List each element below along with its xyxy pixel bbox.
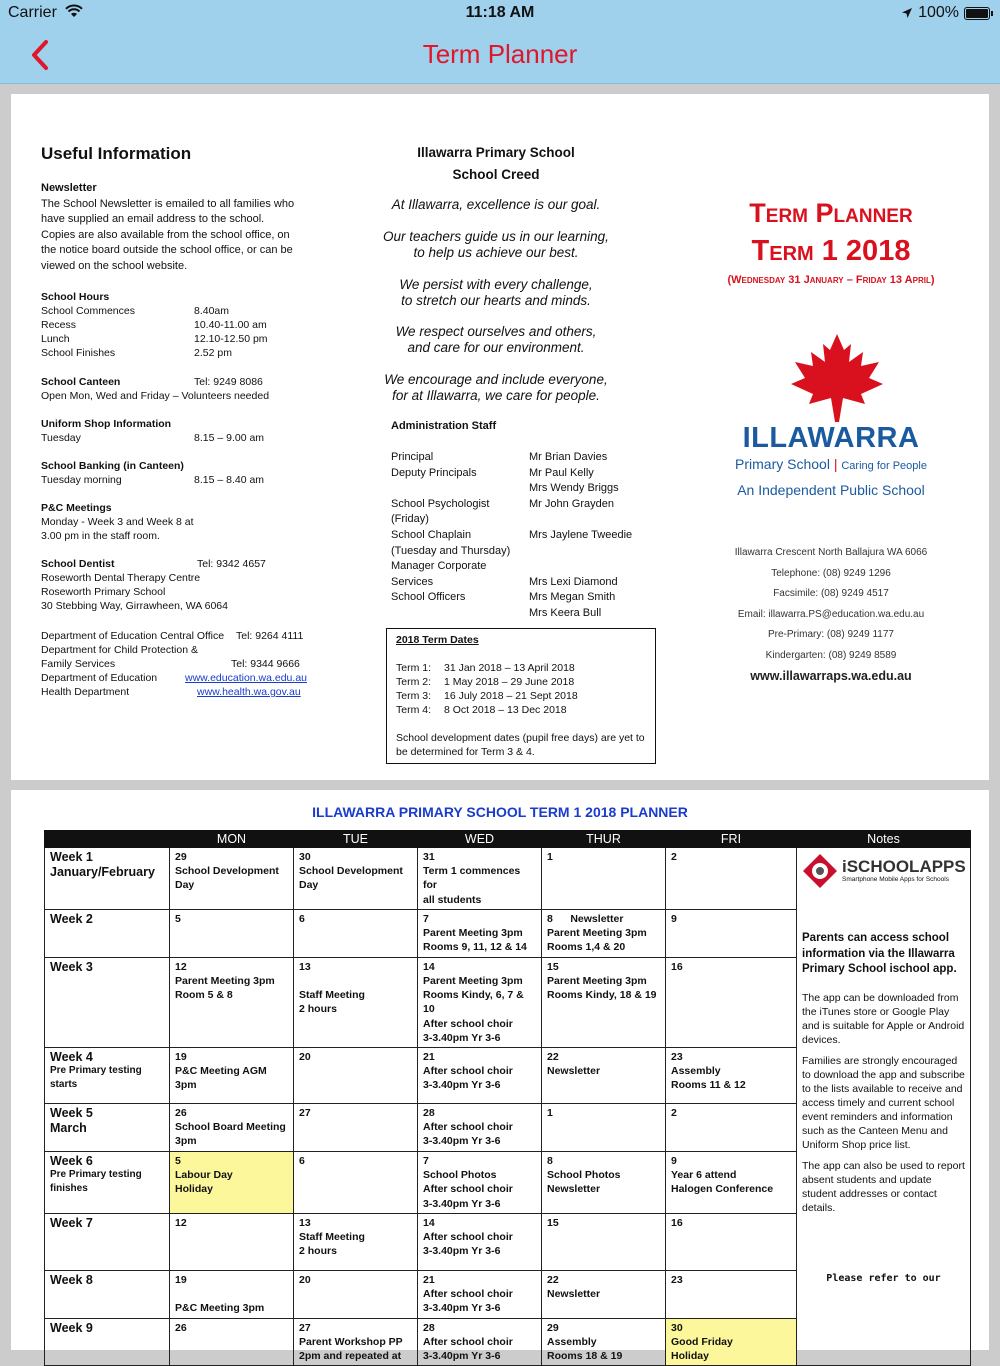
hours-label: School Finishes: [41, 347, 116, 359]
location-arrow-icon: [901, 7, 913, 19]
dcp-line: Family Services: [41, 658, 116, 670]
day-cell[interactable]: [294, 1270, 418, 1318]
day-cell[interactable]: [170, 909, 294, 957]
day-number: 19: [175, 1273, 187, 1286]
day-events: Newsletter: [547, 1065, 601, 1078]
column-header: TUE: [294, 831, 418, 848]
admin-title: Administration Staff: [391, 420, 497, 432]
banking-title: School Banking (in Canteen): [41, 460, 184, 472]
nav-bar: [0, 28, 1000, 84]
hours-value: 12.10-12.50 pm: [194, 333, 268, 345]
nav-title: Term Planner: [422, 39, 578, 69]
week-cell: [45, 1213, 170, 1270]
week-label: Week 5: [50, 1106, 93, 1121]
creed-title: School Creed: [452, 167, 540, 182]
day-number: 26: [175, 1107, 187, 1120]
day-number: 14: [423, 1216, 435, 1229]
term-label: Term 1:: [396, 662, 432, 674]
address: Illawarra Crescent North Ballajura WA 6066: [734, 547, 928, 558]
health-label: Health Department: [41, 686, 130, 698]
canteen-line: Open Mon, Wed and Friday – Volunteers needed: [41, 390, 270, 402]
admin-role: [391, 606, 529, 622]
day-cell[interactable]: [666, 1270, 797, 1318]
logo-sub1: Primary School: [735, 456, 830, 472]
day-cell[interactable]: [170, 1048, 294, 1104]
admin-row: [391, 606, 651, 622]
notes-paragraph: The app can be downloaded from the iTunes store or Google Play and is suitable for Apple or Android devices.: [802, 991, 965, 1046]
admin-name: Mrs Keera Bull: [529, 606, 602, 619]
canteen-section: [41, 375, 341, 403]
day-number: 13: [299, 1216, 311, 1229]
ischoolapps-brand: iSCHOOLAPPS: [842, 857, 966, 876]
admin-role: Principal: [391, 451, 434, 463]
admin-name: Mr Paul Kelly: [529, 466, 594, 479]
day-number: 26: [175, 1321, 187, 1334]
day-events: After school choir 3-3.40pm Yr 3-6: [423, 1288, 513, 1315]
hours-row: [41, 304, 331, 318]
term-dates: 8 Oct 2018 – 13 Dec 2018: [444, 704, 567, 716]
day-cell[interactable]: [418, 957, 542, 1047]
day-cell[interactable]: [294, 1104, 418, 1152]
canteen-title: School Canteen: [41, 376, 121, 388]
pc-title: P&C Meetings: [41, 502, 112, 514]
dcp-line: Department for Child Protection &: [41, 644, 198, 656]
preprimary: Pre-Primary: (08) 9249 1177: [768, 629, 894, 640]
column-header: THUR: [542, 831, 666, 848]
health-link[interactable]: www.health.wa.gov.au: [197, 686, 301, 698]
contacts-section: [41, 629, 341, 699]
week-cell: [45, 1152, 170, 1214]
status-right: [901, 4, 990, 22]
telephone: Telephone: (08) 9249 1296: [771, 567, 891, 579]
admin-role: (Tuesday and Thursday): [391, 544, 511, 557]
hours-label: Recess: [41, 319, 77, 331]
pc-line: 3.00 pm in the staff room.: [41, 530, 160, 542]
uniform-title: Uniform Shop Information: [41, 418, 172, 430]
day-cell[interactable]: [666, 1213, 797, 1270]
day-events: Staff Meeting 2 hours: [299, 1231, 365, 1258]
dentist-line: Roseworth Dental Therapy Centre: [41, 572, 201, 584]
day-number: 7: [423, 1155, 429, 1168]
term-row: [396, 661, 646, 675]
day-number: 9: [671, 912, 677, 925]
day-number: 2: [671, 851, 677, 863]
day-cell[interactable]: [418, 1104, 542, 1152]
banking-section: [41, 459, 341, 487]
week-sub: Pre Primary testing finishes: [50, 1169, 142, 1195]
hours-label: School Commences: [41, 305, 135, 317]
day-cell[interactable]: [542, 1270, 666, 1318]
day-number: 28: [423, 1321, 435, 1334]
day-events: After school choir 3-3.40pm Yr 3-6: [423, 1065, 513, 1092]
day-cell[interactable]: [418, 1270, 542, 1318]
column-header: MON: [170, 831, 294, 848]
day-number: 6: [299, 912, 305, 925]
creed-line: We respect ourselves and others, and care for our environment.: [395, 324, 597, 355]
day-number: 5: [175, 1155, 181, 1168]
fax: Facsimile: (08) 9249 4517: [773, 588, 889, 599]
day-cell[interactable]: [294, 1152, 418, 1214]
admin-role: School Psychologist: [391, 497, 490, 510]
planner-title: Term Planner: [749, 198, 913, 228]
dentist-line: Roseworth Primary School: [41, 586, 166, 598]
day-number: 21: [423, 1051, 435, 1064]
day-cell[interactable]: [170, 957, 294, 1047]
admin-row: [391, 450, 651, 466]
week-label: Week 2: [50, 911, 93, 926]
day-cell[interactable]: [170, 1318, 294, 1366]
day-events: Assembly Rooms 18 & 19: [547, 1336, 623, 1363]
day-number: 8: [547, 1155, 553, 1168]
banking-time: 8.15 – 8.40 am: [194, 474, 265, 486]
ischoolapps-tag: Smartphone Mobile Apps for Schools: [842, 876, 949, 883]
term-row: [396, 703, 646, 717]
newsletter-section: [41, 181, 331, 274]
hours-value: 8.40am: [194, 305, 230, 317]
term-planner-table: [44, 830, 971, 1366]
planner-heading: ILLAWARRA PRIMARY SCHOOL TERM 1 2018 PLANNER: [312, 804, 688, 820]
battery-percent: 100%: [918, 4, 959, 21]
term-dates-title: 2018 Term Dates: [396, 634, 479, 646]
term-label: Term 3:: [396, 690, 432, 702]
day-cell[interactable]: [666, 1318, 797, 1366]
dentist-section: [41, 557, 341, 613]
week-cell: [45, 909, 170, 957]
day-number: 16: [671, 960, 683, 973]
day-number: 19: [175, 1051, 187, 1064]
notes-refer: Please refer to our: [826, 1272, 941, 1284]
contact-block: [711, 543, 951, 687]
day-cell[interactable]: [542, 1213, 666, 1270]
day-events: Parent Meeting 3pm Rooms 9, 11, 12 & 14: [423, 927, 527, 954]
day-events: After school choir 3-3.40pm Yr 3-6: [423, 1121, 513, 1148]
day-events: School Photos Newsletter: [547, 1169, 621, 1196]
logo-sub: Primary School | Caring for People: [735, 456, 927, 472]
day-number: 23: [671, 1051, 683, 1064]
term-row: [396, 689, 646, 703]
newsletter-line: have supplied an email address to the school.: [41, 213, 265, 225]
admin-row: [391, 497, 651, 513]
uniform-day: Tuesday: [41, 432, 81, 444]
website[interactable]: www.illawarraps.wa.edu.au: [750, 669, 912, 683]
day-cell[interactable]: [418, 848, 542, 910]
term-label: Term 2:: [396, 676, 432, 688]
week-label: Week 6: [50, 1154, 93, 1169]
day-events: School Development Day: [299, 865, 403, 892]
hours-label: Lunch: [41, 333, 70, 345]
carrier-label: Carrier: [8, 4, 57, 21]
day-number: 5: [175, 912, 181, 925]
day-number: 15: [547, 1216, 559, 1229]
week-sub: January/February: [50, 865, 155, 880]
status-bar: [0, 0, 1000, 28]
week-label: Week 1: [50, 850, 93, 864]
doe-label: Department of Education: [41, 672, 158, 684]
admin-row: [391, 559, 651, 575]
day-cell[interactable]: [418, 1318, 542, 1366]
day-cell[interactable]: [294, 848, 418, 910]
day-events: School Development Day: [175, 865, 279, 892]
week-cell: [45, 848, 170, 910]
doe-office: Department of Education Central Office: [41, 630, 225, 642]
day-cell[interactable]: [666, 1104, 797, 1152]
day-number: 29: [547, 1321, 559, 1334]
day-number: 12: [175, 1216, 187, 1229]
day-events: Parent Workshop PP 2pm and repeated at: [299, 1336, 403, 1363]
admin-row: [391, 466, 651, 482]
admin-row: [391, 590, 651, 606]
day-cell[interactable]: [170, 1104, 294, 1152]
hours-value: 2.52 pm: [194, 347, 232, 359]
column-header: [45, 831, 170, 848]
day-cell[interactable]: [542, 848, 666, 910]
term-dates: 31 Jan 2018 – 13 April 2018: [444, 662, 575, 674]
admin-role: School Officers: [391, 591, 466, 604]
creed-school: Illawarra Primary School: [417, 145, 575, 160]
week-label: Week 7: [50, 1215, 93, 1230]
day-cell[interactable]: [294, 1213, 418, 1270]
term-dates-box: [386, 628, 656, 764]
admin-name: Mrs Megan Smith: [529, 591, 616, 604]
pc-line: Monday - Week 3 and Week 8 at: [41, 516, 194, 528]
week-cell: [45, 1048, 170, 1104]
ischoolapps-logo: [802, 853, 965, 889]
day-number: 2: [671, 1107, 677, 1120]
creed-line: We persist with every challenge, to stretch our hearts and minds.: [399, 277, 593, 308]
hours-title: School Hours: [41, 291, 110, 303]
notes-paragraph: Families are strongly encouraged to download the app and subscribe to the lists available to receive and access timely and current school event reminders and information such as the Canteen Menu and Uniform Shop price list.: [802, 1054, 965, 1151]
day-cell[interactable]: [542, 909, 666, 957]
day-events: School Photos After school choir 3-3.40pm Yr 3-6: [423, 1169, 513, 1210]
week-cell: [45, 1104, 170, 1152]
uniform-section: [41, 417, 341, 445]
day-cell[interactable]: [418, 1048, 542, 1104]
week-cell: [45, 1270, 170, 1318]
day-events: Year 6 attend Halogen Conference: [671, 1169, 774, 1196]
week-sub: March: [50, 1121, 87, 1136]
day-number: 27: [299, 1321, 311, 1334]
admin-name: Mrs Wendy Briggs: [529, 482, 619, 495]
day-events: P&C Meeting AGM 3pm: [175, 1065, 267, 1092]
column-header: FRI: [666, 831, 797, 848]
week-label: Week 4: [50, 1050, 93, 1065]
day-number: 20: [299, 1273, 311, 1286]
table-row: [45, 848, 971, 910]
notes-heading: Parents can access school information via the Illawarra Primary School ischool app.: [802, 932, 957, 975]
creed-line: We encourage and include everyone, for at Illawarra, we care for people.: [384, 372, 608, 403]
admin-role: [391, 481, 529, 497]
day-number: 6: [299, 1155, 305, 1168]
creed-header: [351, 142, 641, 186]
term-note: School development dates (pupil free days) are yet to be determined for Term 3 & 4.: [396, 732, 645, 758]
admin-name: Mrs Jaylene Tweedie: [529, 528, 633, 541]
notes-cell: [797, 848, 971, 1366]
newsletter-line: the notice board outside the school office, or can be: [41, 244, 293, 256]
admin-row: [391, 481, 651, 497]
clock: 11:18 AM: [465, 4, 535, 21]
ischoolapps-icon: [802, 853, 838, 889]
day-cell[interactable]: [418, 1213, 542, 1270]
day-cell[interactable]: [666, 1048, 797, 1104]
creed-line: At Illawarra, excellence is our goal.: [391, 197, 601, 212]
pc-meetings-section: [41, 501, 341, 543]
day-number: 9: [671, 1155, 677, 1168]
day-number: 16: [671, 1216, 683, 1229]
day-number: 14: [423, 960, 435, 973]
day-number: 22: [547, 1051, 559, 1064]
creed-line: Our teachers guide us in our learning, to help us achieve our best.: [383, 229, 609, 260]
day-events: After school choir 3-3.40pm Yr 3-6: [423, 1336, 513, 1363]
dcp-tel: Tel: 9344 9666: [231, 658, 300, 670]
term-label: Term 4:: [396, 704, 432, 716]
email: Email: illawarra.PS@education.wa.edu.au: [737, 608, 925, 620]
newsletter-title: Newsletter: [41, 182, 97, 194]
newsletter-line: Copies are also available from the school office, on: [41, 228, 290, 241]
day-number: 28: [423, 1107, 435, 1120]
day-number: 29: [175, 851, 187, 863]
day-number: 15: [547, 960, 559, 973]
day-number: 12: [175, 960, 187, 973]
admin-name: Mr John Grayden: [529, 497, 614, 510]
useful-info-heading: Useful Information: [41, 144, 192, 163]
day-number: 30: [299, 851, 311, 863]
week-label: Week 9: [50, 1320, 93, 1335]
document-page-2: [11, 790, 989, 1363]
banking-day: Tuesday morning: [41, 474, 122, 486]
admin-row: [391, 528, 651, 544]
day-number: 31: [423, 851, 435, 863]
day-events: P&C Meeting 3pm: [175, 1302, 265, 1315]
canteen-tel: Tel: 9249 8086: [194, 376, 263, 388]
week-label: Week 8: [50, 1272, 93, 1287]
day-events: Staff Meeting 2 hours: [299, 989, 365, 1016]
doe-link[interactable]: www.education.wa.edu.au: [185, 672, 307, 684]
day-cell[interactable]: [294, 1048, 418, 1104]
dentist-title: School Dentist: [41, 558, 115, 570]
day-cell[interactable]: [294, 909, 418, 957]
day-cell[interactable]: [418, 1152, 542, 1214]
day-number: 21: [423, 1273, 435, 1286]
day-events: Parent Meeting 3pm Room 5 & 8: [175, 975, 275, 1002]
day-events: Good Friday Holiday: [671, 1336, 733, 1363]
day-number: 22: [547, 1273, 559, 1286]
day-number: 20: [299, 1051, 311, 1064]
day-cell[interactable]: [666, 1152, 797, 1214]
logo-name: ILLAWARRA: [742, 422, 920, 454]
uniform-time: 8.15 – 9.00 am: [194, 432, 265, 444]
day-events: Term 1 commences for all students: [423, 865, 521, 906]
document-page-1: [11, 94, 989, 780]
day-number: 30: [671, 1321, 683, 1334]
admin-role: Deputy Principals: [391, 466, 477, 479]
day-cell[interactable]: [418, 909, 542, 957]
day-events: Parent Meeting 3pm Rooms Kindy, 18 & 19: [547, 975, 657, 1002]
day-events: Parent Meeting 3pm Rooms Kindy, 6, 7 & 10 After school choir 3-3.40pm Yr 3-6: [423, 975, 524, 1044]
day-events: After school choir 3-3.40pm Yr 3-6: [423, 1231, 513, 1258]
day-cell[interactable]: [666, 848, 797, 910]
hours-row: [41, 346, 331, 360]
week-sub: Pre Primary testing starts: [50, 1065, 142, 1091]
admin-list: [391, 450, 651, 622]
admin-row: [391, 512, 651, 528]
day-cell[interactable]: [542, 1152, 666, 1214]
day-number: 1: [547, 851, 553, 863]
newsletter-line: The School Newsletter is emailed to all families who: [41, 197, 295, 210]
day-cell[interactable]: [542, 1318, 666, 1366]
admin-row: [391, 575, 651, 591]
day-events: School Board Meeting 3pm: [175, 1121, 286, 1148]
day-cell[interactable]: [170, 848, 294, 910]
day-cell[interactable]: [170, 1213, 294, 1270]
logo-tagline: An Independent Public School: [737, 482, 925, 498]
doe-tel: Tel: 9264 4111: [236, 630, 304, 642]
admin-row: [391, 544, 651, 560]
day-number: 1: [547, 1107, 553, 1120]
day-events: Assembly Rooms 11 & 12: [671, 1065, 746, 1092]
day-events: Newsletter: [547, 1288, 601, 1301]
day-cell[interactable]: [666, 957, 797, 1047]
hours-row: [41, 318, 331, 332]
day-number: 8 Newsletter: [547, 912, 624, 925]
logo-sub2: Caring for People: [841, 460, 927, 472]
kindy: Kindergarten: (08) 9249 8589: [765, 649, 897, 661]
week-cell: [45, 1318, 170, 1366]
week-label: Week 3: [50, 959, 93, 974]
day-cell[interactable]: [666, 909, 797, 957]
dentist-line: 30 Stebbing Way, Girrawheen, WA 6064: [41, 600, 228, 612]
term-dates: 16 July 2018 – 21 Sept 2018: [444, 690, 578, 702]
term-range: (Wednesday 31 January – Friday 13 April): [727, 274, 935, 286]
notes-paragraph: The app can also be used to report absent students and update student addresses or contact details.: [802, 1159, 965, 1214]
term-row: [396, 675, 646, 689]
admin-role: Services: [391, 575, 434, 588]
newsletter-line: viewed on the school website.: [41, 259, 188, 272]
day-cell[interactable]: [542, 957, 666, 1047]
day-events: Parent Meeting 3pm Rooms 1,4 & 20: [547, 927, 647, 954]
week-cell: [45, 957, 170, 1047]
battery-icon: [964, 7, 990, 20]
day-events: Labour Day Holiday: [175, 1169, 233, 1196]
day-number: 7: [423, 912, 429, 925]
table-header-row: [45, 831, 971, 848]
dentist-tel: Tel: 9342 4657: [197, 558, 266, 570]
day-cell[interactable]: [170, 1270, 294, 1318]
day-cell[interactable]: [294, 1318, 418, 1366]
day-number: 23: [671, 1273, 683, 1286]
maple-leaf-logo-icon: [789, 332, 885, 424]
day-cell[interactable]: [542, 1048, 666, 1104]
day-cell[interactable]: [542, 1104, 666, 1152]
column-header: WED: [418, 831, 542, 848]
term-dates: 1 May 2018 – 29 June 2018: [444, 676, 575, 688]
column-header: Notes: [797, 831, 971, 848]
hours-row: [41, 332, 331, 346]
day-number: 13: [299, 960, 311, 973]
day-cell[interactable]: [294, 957, 418, 1047]
admin-role: (Friday): [391, 513, 429, 526]
school-hours-section: [41, 290, 331, 360]
admin-role: Manager Corporate: [391, 560, 487, 573]
day-number: 27: [299, 1107, 311, 1120]
admin-role: School Chaplain: [391, 528, 472, 541]
hours-value: 10.40-11.00 am: [194, 319, 267, 331]
admin-name: Mrs Lexi Diamond: [529, 575, 618, 588]
term-title: Term 1 2018: [751, 235, 911, 267]
admin-name: Mr Brian Davies: [529, 451, 608, 463]
day-cell[interactable]: [170, 1152, 294, 1214]
